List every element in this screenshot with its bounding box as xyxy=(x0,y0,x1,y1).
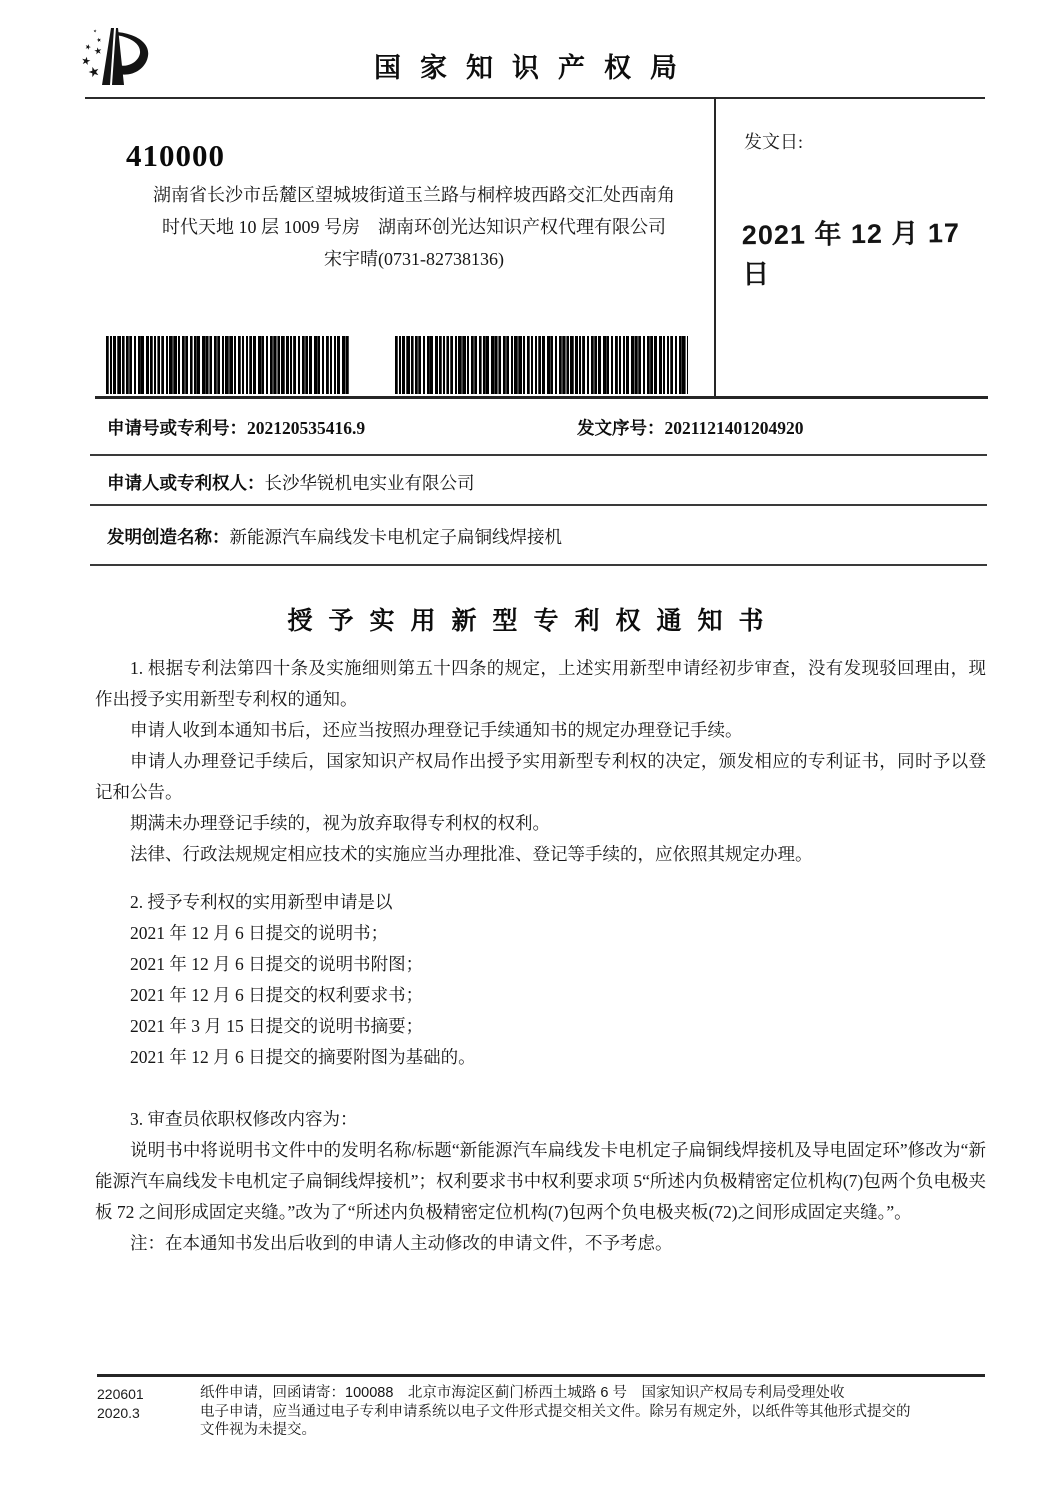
footer-line-1: 纸件申请，回函请寄：100088 北京市海淀区蓟门桥西土城路 6 号 国家知识产权局专利局受理处收 xyxy=(200,1385,845,1401)
barcode-serial xyxy=(395,336,688,394)
invention-title-cell xyxy=(107,524,562,549)
application-number-cell xyxy=(107,415,365,440)
invention-title-label: 发明创造名称： xyxy=(107,527,230,547)
postal-code: 410000 xyxy=(126,138,225,173)
applicant-row xyxy=(90,456,987,506)
address-line-2: 时代天地 10 层 1009 号房 湖南环创光达知识产权代理有限公司 xyxy=(162,217,666,237)
recipient-address xyxy=(105,179,723,275)
notice-paragraph: 2021 年 3 月 15 日提交的说明书摘要； xyxy=(130,1016,424,1036)
form-code-block xyxy=(97,1385,187,1423)
dispatch-date-label: 发文日: xyxy=(744,132,804,152)
invention-title-row xyxy=(90,506,987,566)
serial-number-label: 发文序号： xyxy=(577,418,665,438)
dispatch-date-box xyxy=(714,97,986,398)
application-number-value: 202120535416.9 xyxy=(247,418,366,438)
application-number-row xyxy=(90,399,987,456)
footer-line-3: 文件视为未提交。 xyxy=(200,1422,316,1438)
serial-number-value: 2021121401204920 xyxy=(664,418,804,438)
applicant-cell xyxy=(107,470,475,495)
applicant-value: 长沙华锐机电实业有限公司 xyxy=(264,473,475,493)
notice-paragraph: 法律、行政法规规定相应技术的实施应当办理批准、登记等手续的，应依照其规定办理。 xyxy=(130,844,813,864)
footer-line-2: 电子申请，应当通过电子专利申请系统以电子文件形式提交相关文件。除另有规定外，以纸件等其他形式提交的 xyxy=(200,1403,911,1420)
form-code: 220601 xyxy=(97,1386,144,1402)
notice-title: 授予实用新型专利权通知书 xyxy=(287,608,780,635)
footer-instructions xyxy=(200,1384,995,1440)
recipient-contact: 宋宇晴(0731-82738136) xyxy=(324,249,504,269)
application-number-label: 申请号或专利号： xyxy=(107,418,247,438)
applicant-label: 申请人或专利权人： xyxy=(107,473,265,493)
address-line-1: 湖南省长沙市岳麓区望城坡街道玉兰路与桐梓坡西路交汇处西南角 xyxy=(153,185,675,205)
notice-paragraph: 期满未办理登记手续的，视为放弃取得专利权的权利。 xyxy=(130,813,550,833)
notice-paragraph: 2021 年 12 月 6 日提交的说明书附图； xyxy=(130,954,424,974)
info-table xyxy=(90,399,987,566)
notice-paragraph: 3. 审查员依职权修改内容为： xyxy=(130,1109,358,1129)
footer-rule xyxy=(97,1374,985,1377)
notice-paragraph: 2. 授予专利权的实用新型申请是以 xyxy=(130,892,393,912)
notice-paragraph: 2021 年 12 月 6 日提交的说明书； xyxy=(130,923,389,943)
notice-paragraph: 申请人收到本通知书后，还应当按照办理登记手续通知书的规定办理登记手续。 xyxy=(130,720,743,740)
agency-title: 国家知识产权局 xyxy=(374,53,696,83)
notice-paragraph: 申请人办理登记手续后，国家知识产权局作出授予实用新型专利权的决定，颁发相应的专利证书，同时予以登记和公告。 xyxy=(95,751,986,802)
serial-number-cell xyxy=(577,415,804,440)
dispatch-date-stamp: 2021 年 12 月 17 日 xyxy=(741,217,961,290)
notice-paragraph: 1. 根据专利法第四十条及实施细则第五十四条的规定，上述实用新型申请经初步审查，没有发现驳回理由，现作出授予实用新型专利权的通知。 xyxy=(95,658,986,709)
notice-paragraph: 2021 年 12 月 6 日提交的权利要求书； xyxy=(130,985,424,1005)
barcode-application xyxy=(106,336,349,394)
notice-paragraph: 注：在本通知书发出后收到的申请人主动修改的申请文件，不予考虑。 xyxy=(130,1233,673,1253)
notice-paragraph: 说明书中将说明书文件中的发明名称/标题“新能源汽车扁线发卡电机定子扁铜线焊接机及导电固定环”修改为“新能源汽车扁线发卡电机定子扁铜线焊接机”；权利要求书中权利要求项 5“所述内负极精密定位机构(7)包两个负电极夹板 72 之间形成固定夹缝。”改为了“所述内负极精密定位机构(7)包两个负电极夹板(72)之间形成固定夹缝。”。 xyxy=(95,1140,986,1222)
invention-title-value: 新能源汽车扁线发卡电机定子扁铜线焊接机 xyxy=(229,527,562,547)
notice-paragraph: 2021 年 12 月 6 日提交的摘要附图为基础的。 xyxy=(130,1047,476,1067)
form-version: 2020.3 xyxy=(97,1405,140,1421)
notice-body xyxy=(95,653,986,1259)
